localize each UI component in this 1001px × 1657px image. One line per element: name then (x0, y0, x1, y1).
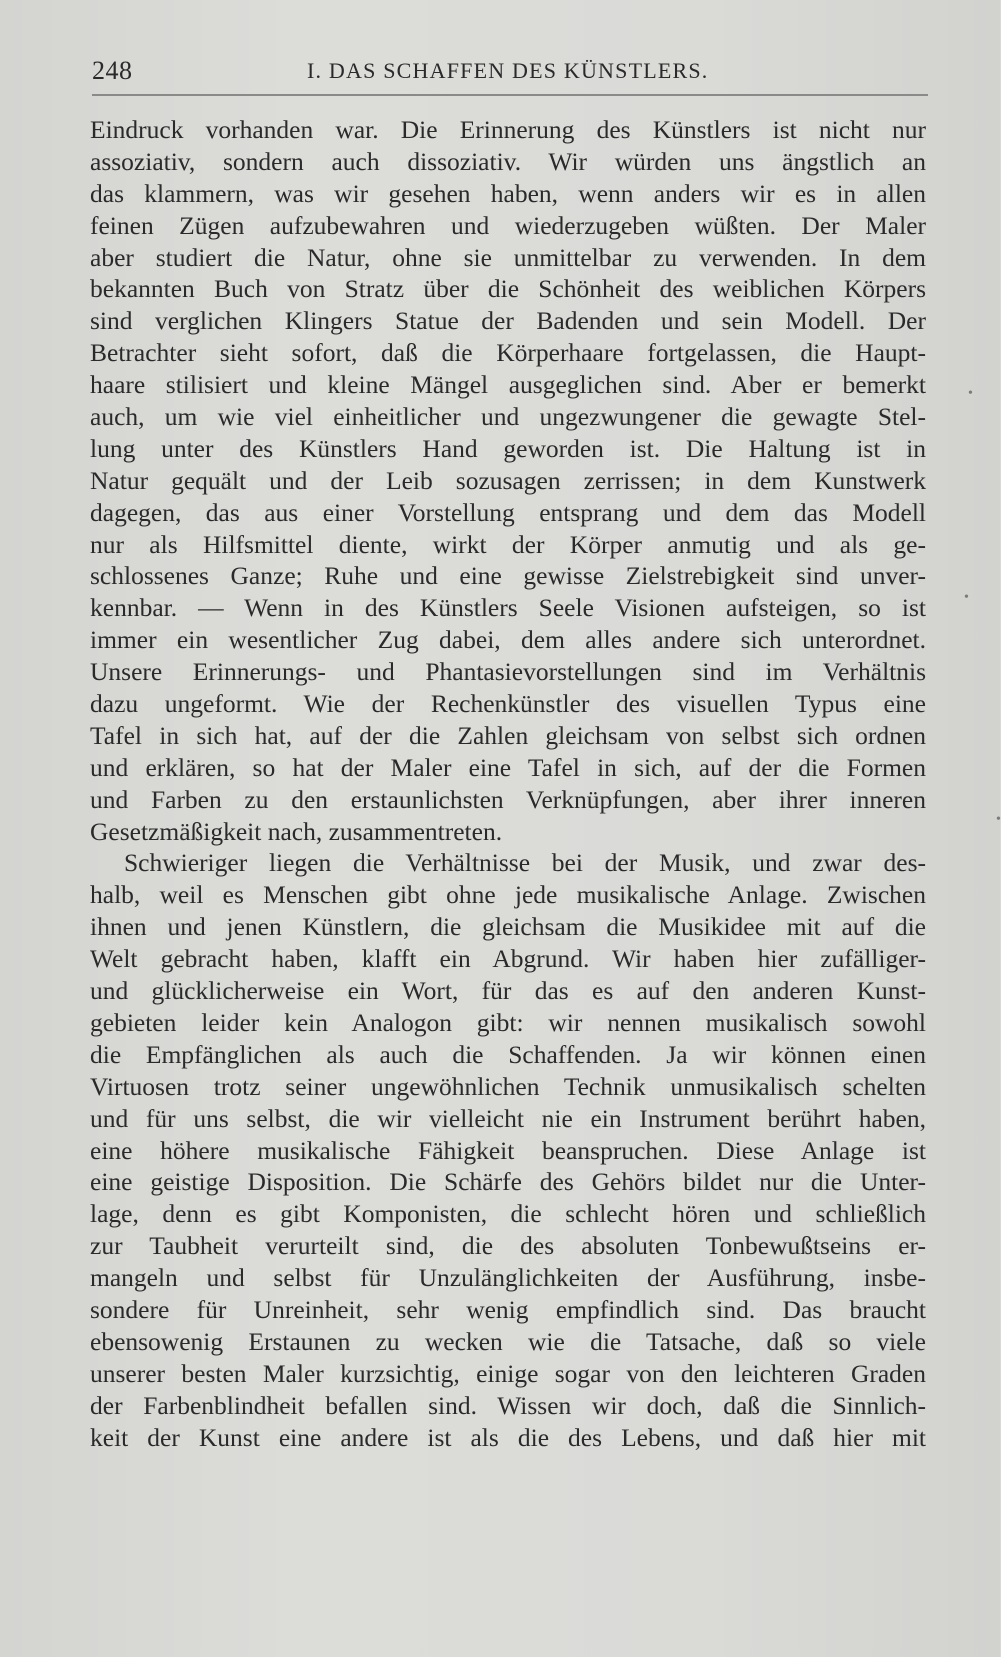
text-line: die Empfänglichen als auch die Schaffenden. Ja wir können einen (90, 1039, 926, 1069)
text-line: schlossenes Ganze; Ruhe und eine gewisse Zielstrebigkeit sind unver- (90, 561, 926, 591)
text-line: und erklären, so hat der Maler eine Tafel in sich, auf der die Formen (90, 752, 926, 782)
text-line: haare stilisiert und kleine Mängel ausgeglichen sind. Aber er bemerkt (90, 370, 926, 400)
text-line: keit der Kunst eine andere ist als die des Lebens, und daß hier mit (90, 1422, 926, 1452)
text-line: ihnen und jenen Künstlern, die gleichsam die Musikidee mit auf die (90, 912, 926, 942)
running-head: I. DAS SCHAFFEN DES KÜNSTLERS. (307, 58, 709, 83)
text-line: Virtuosen trotz seiner ungewöhnlichen Technik unmusikalisch schelten (90, 1071, 926, 1101)
text-line: Natur gequält und der Leib sozusagen zerrissen; in dem Kunstwerk (90, 465, 926, 495)
text-line: lung unter des Künstlers Hand geworden ist. Die Haltung ist in (90, 433, 926, 463)
text-line: das klammern, was wir gesehen haben, wenn anders wir es in allen (90, 178, 926, 208)
text-line: Welt gebracht haben, klafft ein Abgrund. Wir haben hier zufälliger- (90, 944, 926, 974)
page-number: 248 (92, 56, 133, 85)
text-line: Betrachter sieht sofort, daß die Körperhaare fortgelassen, die Haupt- (90, 338, 926, 368)
text-line: eine höhere musikalische Fähigkeit beanspruchen. Diese Anlage ist (90, 1135, 926, 1165)
text-line: und Farben zu den erstaunlichsten Verknüpfungen, aber ihrer inneren (90, 784, 926, 814)
text-line: mangeln und selbst für Unzulänglichkeiten der Ausführung, insbe- (90, 1263, 926, 1293)
text-line: Eindruck vorhanden war. Die Erinnerung des Künstlers ist nicht nur (90, 115, 926, 144)
text-line: assoziativ, sondern auch dissoziativ. Wir würden uns ängstlich an (90, 146, 926, 176)
page-header (92, 56, 928, 96)
text-line: sind verglichen Klingers Statue der Badenden und sein Modell. Der (90, 306, 926, 336)
text-line: ebensowenig Erstaunen zu wecken wie die Tatsache, daß so viele (90, 1326, 926, 1356)
text-line: kennbar. — Wenn in des Künstlers Seele Visionen aufsteigen, so ist (90, 593, 926, 623)
text-line: und glücklicherweise ein Wort, für das es auf den anderen Kunst- (90, 976, 926, 1006)
text-line: der Farbenblindheit befallen sind. Wissen wir doch, daß die Sinnlich- (90, 1390, 926, 1420)
text-line: unserer besten Maler kurzsichtig, einige sogar von den leichteren Graden (90, 1358, 926, 1388)
text-line: dazu ungeformt. Wie der Rechenkünstler des visuellen Typus eine (90, 689, 926, 719)
text-line: gebieten leider kein Analogon gibt: wir nennen musikalisch sowohl (90, 1007, 926, 1037)
text-line: und für uns selbst, die wir vielleicht nie ein Instrument berührt haben, (90, 1103, 926, 1133)
text-line: zur Taubheit verurteilt sind, die des absoluten Tonbewußtseins er- (90, 1231, 926, 1261)
text-line: bekannten Buch von Stratz über die Schönheit des weiblichen Körpers (90, 274, 926, 304)
paragraph-last-line: Gesetzmäßigkeit nach, zusammentreten. (90, 816, 503, 846)
text-line: aber studiert die Natur, ohne sie unmittelbar zu verwenden. In dem (90, 242, 926, 272)
body-text (90, 114, 926, 1453)
scan-speck: • (996, 812, 1001, 827)
text-line: sondere für Unreinheit, sehr wenig empfindlich sind. Das braucht (90, 1294, 926, 1324)
text-line: immer ein wesentlicher Zug dabei, dem alles andere sich unterordnet. (90, 625, 926, 655)
text-line: lage, denn es gibt Komponisten, die schlecht hören und schließlich (90, 1199, 926, 1229)
scan-speck: • (964, 590, 969, 605)
text-line: nur als Hilfsmittel diente, wirkt der Körper anmutig und als ge- (90, 529, 926, 559)
text-line: dagegen, das aus einer Vorstellung entsprang und dem das Modell (90, 497, 926, 527)
text-line: Tafel in sich hat, auf der die Zahlen gleichsam von selbst sich ordnen (90, 720, 926, 750)
text-line: auch, um wie viel einheitlicher und ungezwungener die gewagte Stel- (90, 402, 926, 432)
text-line: Unsere Erinnerungs- und Phantasievorstellungen sind im Verhältnis (90, 657, 926, 687)
header-rule (92, 94, 928, 96)
text-line: halb, weil es Menschen gibt ohne jede musikalische Anlage. Zwischen (90, 880, 926, 910)
paragraph-first-line: Schwieriger liegen die Verhältnisse bei der Musik, und zwar des- (124, 848, 926, 878)
text-line: eine geistige Disposition. Die Schärfe des Gehörs bildet nur die Unter- (90, 1167, 926, 1197)
text-line: feinen Zügen aufzubewahren und wiederzugeben wüßten. Der Maler (90, 210, 926, 240)
scan-speck: • (968, 386, 973, 401)
